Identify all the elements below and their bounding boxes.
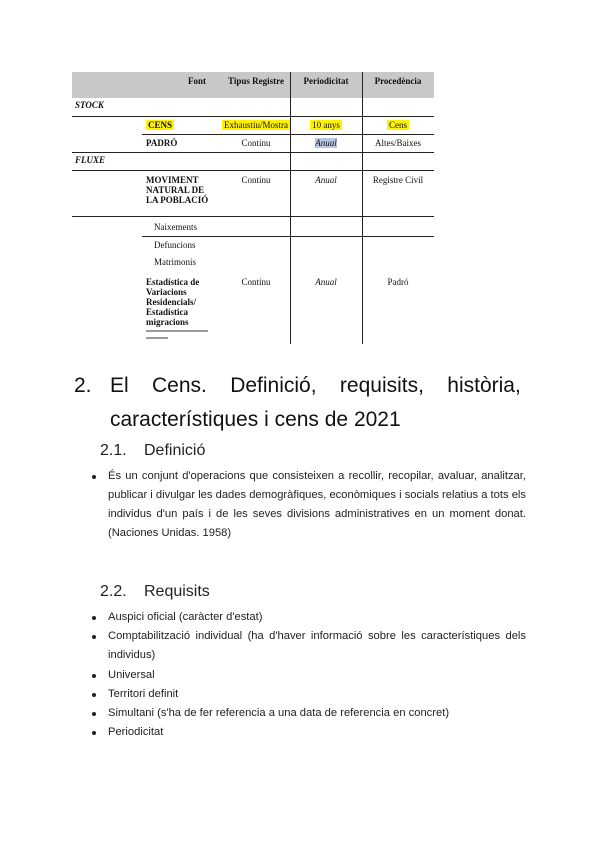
estadistica-tipus: Contínu — [241, 277, 271, 287]
header-tipus: Tipus Registre — [228, 76, 284, 86]
bullet-dot — [92, 674, 96, 678]
bullet-dot — [92, 616, 96, 620]
moviment-tipus: Contínu — [241, 175, 271, 185]
estadistica-line2: Variacions — [146, 287, 187, 297]
moviment-font-1: MOVIMENT — [146, 175, 199, 185]
padro-font: PADRÓ — [146, 138, 178, 148]
row-divider — [142, 236, 434, 237]
cens-procedencia: Cens — [389, 120, 407, 130]
bullet-dot — [92, 475, 96, 479]
section-title-line2: característiques i cens de 2021 — [110, 408, 401, 431]
cens-tipus: Exhaustiu/Mostra — [224, 120, 288, 130]
list-item: Comptabilització individual (ha d'haver informació sobre les característiques dels — [108, 630, 526, 642]
sources-table — [72, 72, 434, 344]
subsection-title: Requisits — [144, 583, 210, 600]
estadistica-procedencia: Padró — [387, 277, 409, 287]
col-divider — [362, 72, 363, 344]
list-item-continuation: individus) — [108, 649, 156, 661]
row-divider — [72, 152, 434, 153]
estadistica-periodicitat: Anual — [315, 277, 337, 287]
padro-procedencia: Altes/Baixes — [375, 138, 421, 148]
padro-tipus: Contínu — [241, 138, 271, 148]
header-font: Font — [188, 76, 206, 86]
definition-paragraph: És un conjunt d'operacions que consisteixen a recollir, recopilar, avaluar, analitzar, publicar i divulgar les dades demogràfiques, econòmiques i socials relatius a tots els individus d'un país i de les seves divisions administratives en un moment donat. (Naciones Unidas. 1958) — [108, 470, 526, 539]
moviment-font-2: NATURAL DE — [146, 185, 205, 195]
subsection-title: Definició — [144, 442, 206, 459]
moviment-procedencia: Registre Civil — [372, 175, 424, 185]
estadistica-line1: Estadística de — [146, 277, 200, 287]
illegible-footnote — [146, 330, 208, 332]
bullet-dot — [92, 635, 96, 639]
moviment-periodicitat: Anual — [315, 175, 337, 185]
row-divider — [72, 116, 434, 117]
bullet-dot — [92, 731, 96, 735]
subsection-number: 2.1. — [100, 442, 127, 459]
estadistica-line5: migracions — [146, 317, 189, 327]
row-divider — [72, 170, 434, 171]
estadistica-line4: Estadística — [146, 307, 189, 317]
bullet-dot — [92, 712, 96, 716]
cens-font: CENS — [148, 120, 173, 130]
row-divider — [72, 216, 434, 217]
section-title-line1: El Cens. Definició, requisits, història, — [110, 374, 521, 397]
padro-periodicitat: Anual — [315, 138, 337, 148]
subsection-number: 2.2. — [100, 583, 127, 600]
bullet-dot — [92, 693, 96, 697]
header-periodicitat: Periodicitat — [303, 76, 349, 86]
list-item: Universal — [108, 669, 155, 681]
list-item: Territori definit — [108, 688, 179, 700]
matrimonis-label: Matrimonis — [154, 257, 196, 267]
list-item: Auspici oficial (caràcter d'estat) — [108, 611, 263, 623]
fluxe-label: FLUXE — [75, 155, 106, 165]
row-divider — [142, 134, 434, 135]
defuncions-label: Defuncions — [154, 240, 196, 250]
section-number: 2. — [74, 374, 92, 397]
cens-periodicitat: 10 anys — [312, 120, 340, 130]
estadistica-line3: Residencials/ — [146, 297, 197, 307]
list-item: Simultani (s'ha de fer referencia a una data de referencia en concret) — [108, 707, 450, 719]
col-divider — [290, 72, 291, 344]
header-procedencia: Procedència — [374, 76, 422, 86]
naixements-label: Naixements — [154, 222, 197, 232]
moviment-font-3: LA POBLACIÓ — [146, 195, 209, 205]
stock-label: STOCK — [75, 100, 104, 110]
illegible-footnote — [146, 337, 168, 339]
list-item: Periodicitat — [108, 726, 164, 738]
